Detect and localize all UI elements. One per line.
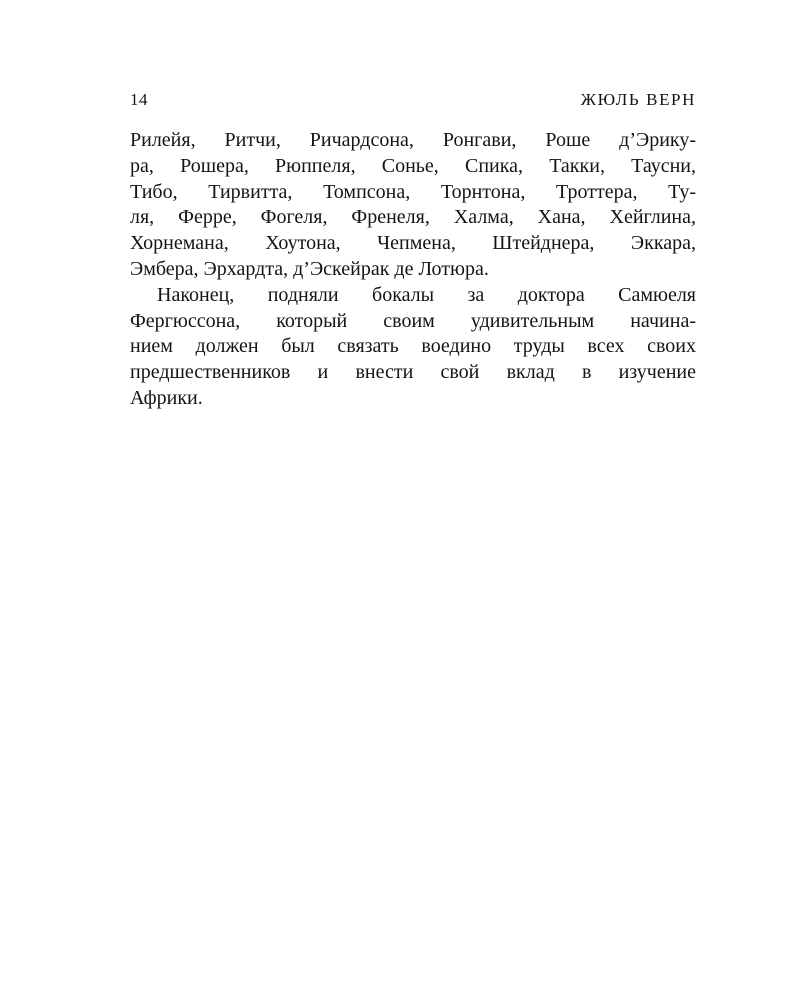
text-line: Хорнемана, Хоутона, Чепмена, Штейднера, Эккара,: [130, 232, 696, 255]
text-line: Фергюссона, который своим удивительным начина-: [130, 309, 696, 332]
text-line: Наконец, подняли бокалы за доктора Самюеля: [157, 283, 696, 306]
page-number: 14: [130, 90, 148, 109]
body-text: [130, 128, 696, 412]
text-line: ра, Рошера, Рюппеля, Сонье, Спика, Такки, Таусни,: [130, 154, 696, 177]
running-head: [130, 90, 696, 112]
text-line: Эмбера, Эрхардта, д’Эскейрак де Лотюра.: [130, 257, 489, 280]
running-title: ЖЮЛЬ ВЕРН: [580, 90, 696, 109]
text-line: нием должен был связать воедино труды всех своих: [130, 335, 696, 358]
text-line: предшественников и внести свой вклад в изучение: [130, 361, 696, 384]
paragraph-2: [130, 283, 696, 412]
text-line: ля, Ферре, Фогеля, Френеля, Халма, Хана, Хейглина,: [130, 206, 696, 229]
text-line: Тибо, Тирвитта, Томпсона, Торнтона, Троттера, Ту-: [130, 180, 696, 203]
text-line: Африки.: [130, 386, 203, 409]
text-line: Рилейя, Ритчи, Ричардсона, Ронгави, Роше д’Эрику-: [130, 129, 696, 151]
paragraph-1: [130, 128, 696, 283]
